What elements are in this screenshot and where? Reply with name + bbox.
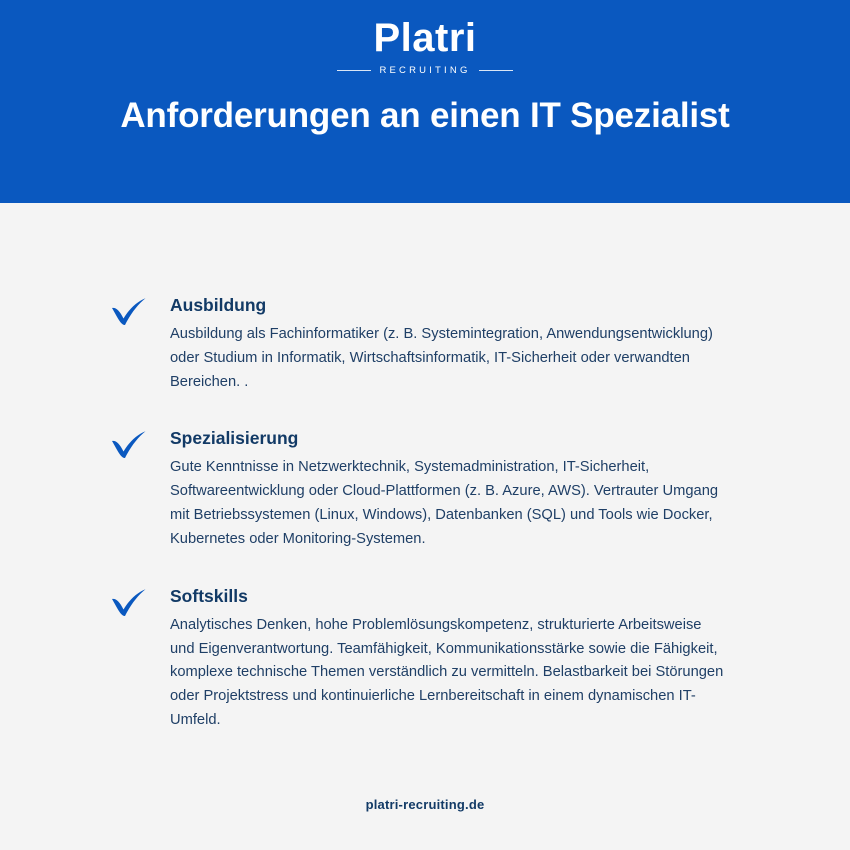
- list-item: [104, 586, 730, 733]
- list-item: [104, 428, 730, 551]
- checkmark-icon: [110, 588, 148, 618]
- item-title: Spezialisierung: [170, 428, 299, 449]
- page-title: Anforderungen an einen IT Spezialist: [120, 95, 730, 135]
- item-title: Softskills: [170, 585, 248, 606]
- checkmark-icon: [110, 297, 148, 327]
- list-item: [104, 295, 730, 394]
- item-text: Analytisches Denken, hohe Problemlösungskompetenz, strukturierte Arbeitsweise und Eigenverantwortung. Teamfähigkeit, Kommunikationsstärke sowie die Fähigkeit, komplexe technische Themen verständlich zu vermitteln. Belastbarkeit bei Störungen oder Projektstress und kontinuierliche Lernbereitschaft in einem dynamischen IT-Umfeld.: [170, 616, 724, 728]
- brand-tagline: RECRUITING: [379, 65, 471, 76]
- brand-logo: [337, 18, 512, 76]
- brand-name: Platri: [373, 16, 477, 60]
- requirements-list: [0, 203, 850, 850]
- divider-right: [479, 70, 513, 71]
- item-text: Gute Kenntnisse in Netzwerktechnik, Systemadministration, IT-Sicherheit, Softwareentwicklung oder Cloud-Plattformen (z. B. Azure, AWS). Vertrauter Umgang mit Betriebssystemen (Linux, Windows), Datenbanken (SQL) und Tools wie Docker, Kubernetes oder Monitoring-Systemen.: [170, 459, 719, 547]
- divider-left: [337, 70, 371, 71]
- checkmark-icon: [110, 430, 148, 460]
- header-banner: [0, 0, 850, 203]
- footer-website[interactable]: platri-recruiting.de: [365, 797, 485, 812]
- item-title: Ausbildung: [170, 295, 267, 315]
- item-text: Ausbildung als Fachinformatiker (z. B. Systemintegration, Anwendungsentwicklung) oder Studium in Informatik, Wirtschaftsinformatik, IT-Sicherheit oder verwandten Bereichen. .: [170, 326, 713, 390]
- brand-tagline-row: [337, 66, 512, 76]
